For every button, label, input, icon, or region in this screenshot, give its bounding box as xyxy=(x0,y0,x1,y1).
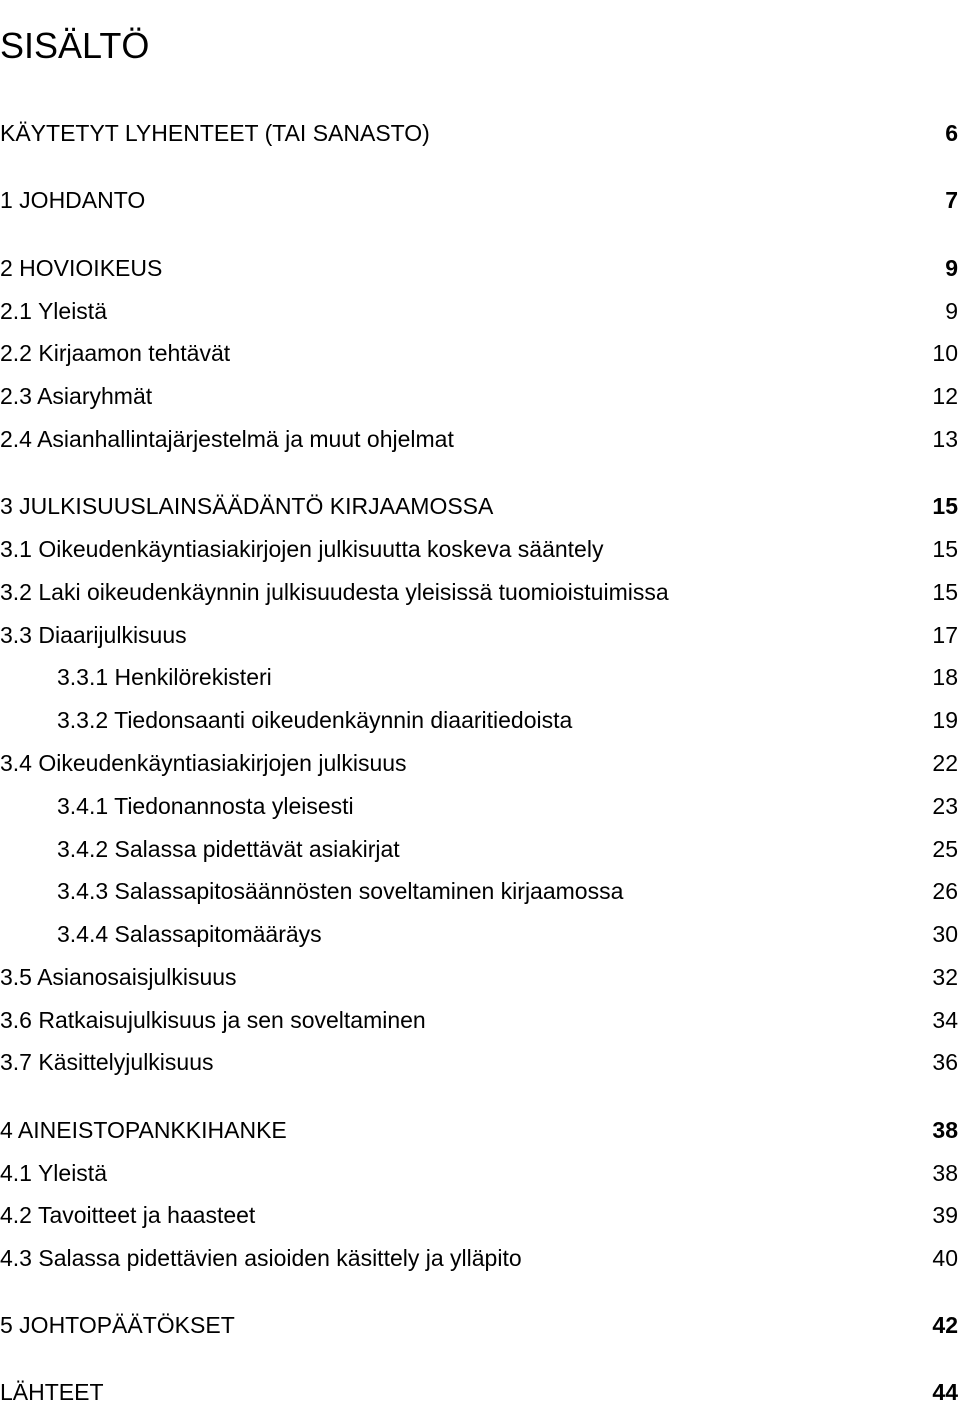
toc-entry-section xyxy=(0,338,958,368)
toc-entry-label: 2.1 Yleistä xyxy=(0,298,107,324)
toc-entry-page: 6 xyxy=(945,120,958,146)
toc-entry-page: 15 xyxy=(932,536,958,562)
toc-entry-label: 4.2 Tavoitteet ja haasteet xyxy=(0,1202,256,1228)
toc-entry-page: 15 xyxy=(932,493,958,519)
toc-entry-page: 10 xyxy=(932,340,958,366)
toc-entry-page: 25 xyxy=(932,836,958,862)
toc-entry-label: 3 JULKISUUSLAINSÄÄDÄNTÖ KIRJAAMOSSA xyxy=(0,493,494,519)
toc-entry-section xyxy=(0,1047,958,1077)
toc-entry-subsection xyxy=(0,791,958,821)
toc-entry-page: 30 xyxy=(932,921,958,947)
toc-entry-section xyxy=(0,1200,958,1230)
toc-entry-page: 17 xyxy=(932,622,958,648)
toc-entry-page: 9 xyxy=(945,298,958,324)
toc-entry-page: 44 xyxy=(932,1379,958,1405)
toc-entry-section xyxy=(0,1005,958,1035)
toc-entry-subsection xyxy=(0,662,958,692)
toc-entry-section xyxy=(0,962,958,992)
toc-entry-page: 22 xyxy=(932,750,958,776)
page-title: SISÄLTÖ xyxy=(0,25,150,67)
toc-entry-page: 9 xyxy=(945,255,958,281)
toc-entry-label: 3.7 Käsittelyjulkisuus xyxy=(0,1049,214,1075)
toc-entry-section xyxy=(0,381,958,411)
toc-entry-label: 2 HOVIOIKEUS xyxy=(0,255,163,281)
toc-entry-label: 1 JOHDANTO xyxy=(0,187,146,213)
toc-entry-page: 19 xyxy=(932,707,958,733)
toc-entry-label: 3.3.1 Henkilörekisteri xyxy=(57,664,272,690)
toc-entry-chapter-2 xyxy=(0,253,958,283)
toc-entry-section xyxy=(0,1158,958,1188)
toc-entry-section xyxy=(0,424,958,454)
toc-entry-page: 12 xyxy=(932,383,958,409)
toc-entry-page: 13 xyxy=(932,426,958,452)
toc-entry-page: 26 xyxy=(932,878,958,904)
toc-entry-label: 2.2 Kirjaamon tehtävät xyxy=(0,340,231,366)
toc-entry-label: 2.3 Asiaryhmät xyxy=(0,383,153,409)
toc-entry-label: 3.3.2 Tiedonsaanti oikeudenkäynnin diaaritiedoista xyxy=(57,707,573,733)
toc-entry-subsection xyxy=(0,876,958,906)
toc-entry-label: 5 JOHTOPÄÄTÖKSET xyxy=(0,1312,235,1338)
toc-entry-section xyxy=(0,748,958,778)
toc-entry-label: 3.1 Oikeudenkäyntiasiakirjojen julkisuutta koskeva sääntely xyxy=(0,536,604,562)
toc-entry-page: 42 xyxy=(932,1312,958,1338)
toc-entry-page: 38 xyxy=(932,1117,958,1143)
toc-entry-section xyxy=(0,296,958,326)
toc-entry-label: LÄHTEET xyxy=(0,1379,104,1405)
toc-entry-label: 2.4 Asianhallintajärjestelmä ja muut ohjelmat xyxy=(0,426,454,452)
toc-entry-page: 18 xyxy=(932,664,958,690)
toc-entry-chapter-5 xyxy=(0,1310,958,1340)
toc-entry-page: 38 xyxy=(932,1160,958,1186)
toc-entry-label: 3.5 Asianosaisjulkisuus xyxy=(0,964,237,990)
toc-entry-page: 32 xyxy=(932,964,958,990)
toc-entry-label: 4 AINEISTOPANKKIHANKE xyxy=(0,1117,287,1143)
toc-entry-section xyxy=(0,1243,958,1273)
toc-entry-chapter-4 xyxy=(0,1115,958,1145)
toc-entry-section xyxy=(0,620,958,650)
toc-entry-label: 3.4.1 Tiedonannosta yleisesti xyxy=(57,793,354,819)
toc-entry-page: 36 xyxy=(932,1049,958,1075)
toc-entry-subsection xyxy=(0,834,958,864)
toc-entry-abbreviations xyxy=(0,118,958,148)
toc-entry-page: 40 xyxy=(932,1245,958,1271)
toc-entry-chapter-3 xyxy=(0,491,958,521)
toc-entry-subsection xyxy=(0,919,958,949)
toc-entry-label: 3.4 Oikeudenkäyntiasiakirjojen julkisuus xyxy=(0,750,407,776)
toc-entry-page: 15 xyxy=(932,579,958,605)
toc-entry-label: KÄYTETYT LYHENTEET (TAI SANASTO) xyxy=(0,120,430,146)
toc-entry-page: 34 xyxy=(932,1007,958,1033)
toc-entry-label: 3.4.3 Salassapitosäännösten soveltaminen kirjaamossa xyxy=(57,878,624,904)
toc-entry-label: 3.6 Ratkaisujulkisuus ja sen soveltaminen xyxy=(0,1007,426,1033)
toc-entry-label: 3.2 Laki oikeudenkäynnin julkisuudesta yleisissä tuomioistuimissa xyxy=(0,579,669,605)
toc-entry-label: 4.1 Yleistä xyxy=(0,1160,107,1186)
toc-entry-section xyxy=(0,577,958,607)
toc-entry-label: 3.3 Diaarijulkisuus xyxy=(0,622,187,648)
toc-entry-references xyxy=(0,1377,958,1407)
toc-entry-section xyxy=(0,534,958,564)
toc-entry-label: 3.4.2 Salassa pidettävät asiakirjat xyxy=(57,836,400,862)
toc-entry-page: 39 xyxy=(932,1202,958,1228)
toc-entry-label: 4.3 Salassa pidettävien asioiden käsittely ja ylläpito xyxy=(0,1245,522,1271)
toc-entry-chapter-1 xyxy=(0,185,958,215)
toc-entry-subsection xyxy=(0,705,958,735)
toc-entry-label: 3.4.4 Salassapitomääräys xyxy=(57,921,322,947)
toc-entry-page: 7 xyxy=(945,187,958,213)
toc-entry-page: 23 xyxy=(932,793,958,819)
